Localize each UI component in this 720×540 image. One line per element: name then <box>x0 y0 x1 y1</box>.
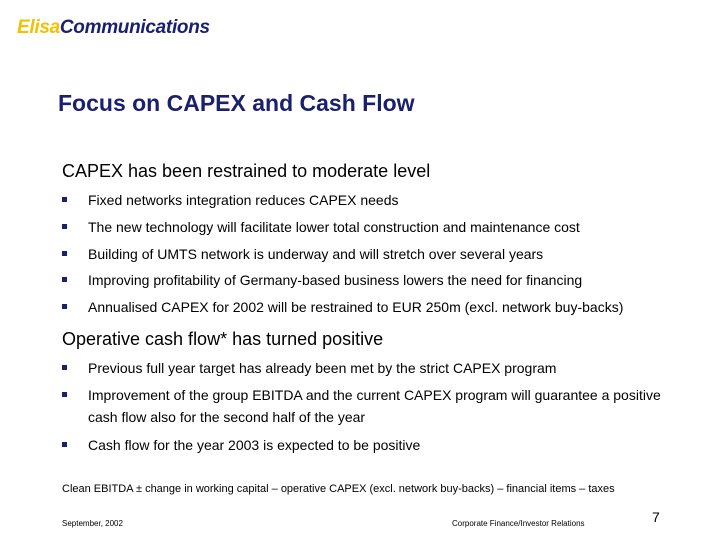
page-number: 7 <box>652 509 660 525</box>
bullet-text: Annualised CAPEX for 2002 will be restrained to EUR 250m (excl. network buy-backs) <box>88 299 624 315</box>
section-heading-capex: CAPEX has been restrained to moderate level <box>62 161 431 181</box>
bullet-square-icon <box>62 442 67 447</box>
bullet-item <box>62 189 692 211</box>
bullet-item <box>62 269 692 291</box>
bullet-text: Improving profitability of Germany-based business lowers the need for financing <box>88 272 583 288</box>
footer-department: Corporate Finance/Investor Relations <box>452 519 585 528</box>
bullet-square-icon <box>62 197 67 202</box>
bullet-text: Building of UMTS network is underway and will stretch over several years <box>88 246 544 262</box>
slide-title: Focus on CAPEX and Cash Flow <box>58 90 415 116</box>
bullet-text: Improvement of the group EBITDA and the current CAPEX program will guarantee a positive cash flow also for the second half of the year <box>88 387 661 425</box>
bullet-square-icon <box>62 277 67 282</box>
bullet-text: Fixed networks integration reduces CAPEX needs <box>88 192 399 208</box>
bullet-item <box>62 243 692 265</box>
bullet-square-icon <box>62 304 67 309</box>
bullet-square-icon <box>62 365 67 370</box>
bullet-item <box>62 296 692 318</box>
bullet-text: Previous full year target has already been met by the strict CAPEX program <box>88 360 557 376</box>
bullet-square-icon <box>62 224 67 229</box>
bullet-item <box>62 434 692 456</box>
bullet-text: Cash flow for the year 2003 is expected to be positive <box>88 437 421 453</box>
bullet-item <box>62 357 692 379</box>
logo-brand: Elisa <box>17 17 60 38</box>
section-heading-cash-flow: Operative cash flow* has turned positive <box>62 329 384 349</box>
bullet-item <box>62 384 692 428</box>
bullet-item <box>62 216 692 238</box>
footnote: Clean EBITDA ± change in working capital – operative CAPEX (excl. network buy-backs) – financial items – taxes <box>62 483 615 495</box>
bullet-square-icon <box>62 251 67 256</box>
footer-date: September, 2002 <box>62 519 123 528</box>
bullet-text: The new technology will facilitate lower total construction and maintenance cost <box>88 219 580 235</box>
logo-rest: Communications <box>59 17 210 38</box>
elisa-logo <box>17 16 210 40</box>
bullet-square-icon <box>62 392 67 397</box>
